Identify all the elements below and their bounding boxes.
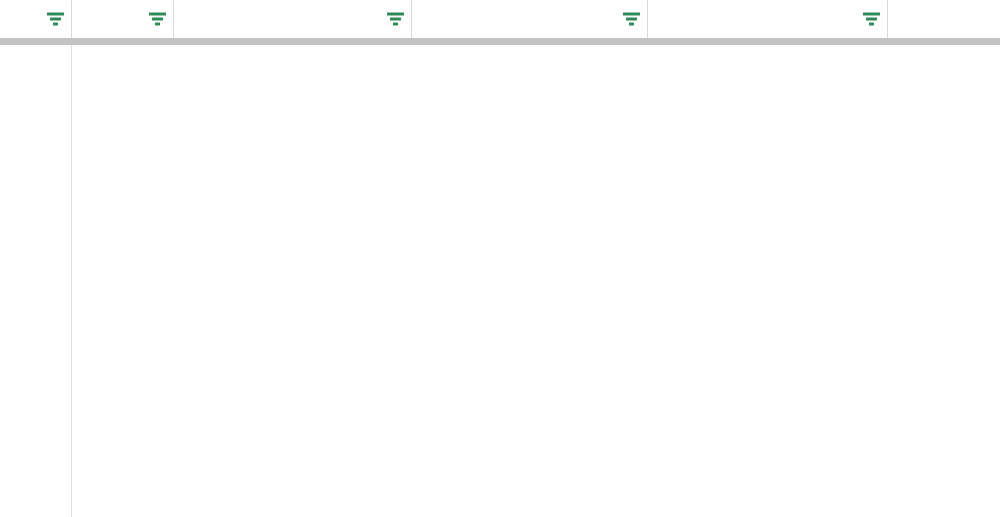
filter-icon[interactable] [863, 12, 880, 27]
column-header-info[interactable] [412, 0, 648, 38]
column-header-links[interactable] [888, 0, 1000, 38]
grid-body [0, 45, 1000, 517]
column-header-conceitos[interactable] [648, 0, 888, 38]
column-header-rowlabel[interactable] [0, 0, 72, 38]
filter-icon[interactable] [623, 12, 640, 27]
frozen-pane-divider [0, 38, 1000, 45]
filter-icon[interactable] [149, 12, 166, 27]
filter-icon[interactable] [47, 12, 64, 27]
column-header-auto[interactable] [72, 0, 174, 38]
column-header-pilar[interactable] [174, 0, 412, 38]
filter-icon[interactable] [387, 12, 404, 27]
row-group-label-column [0, 45, 72, 517]
column-header-row [0, 0, 1000, 38]
